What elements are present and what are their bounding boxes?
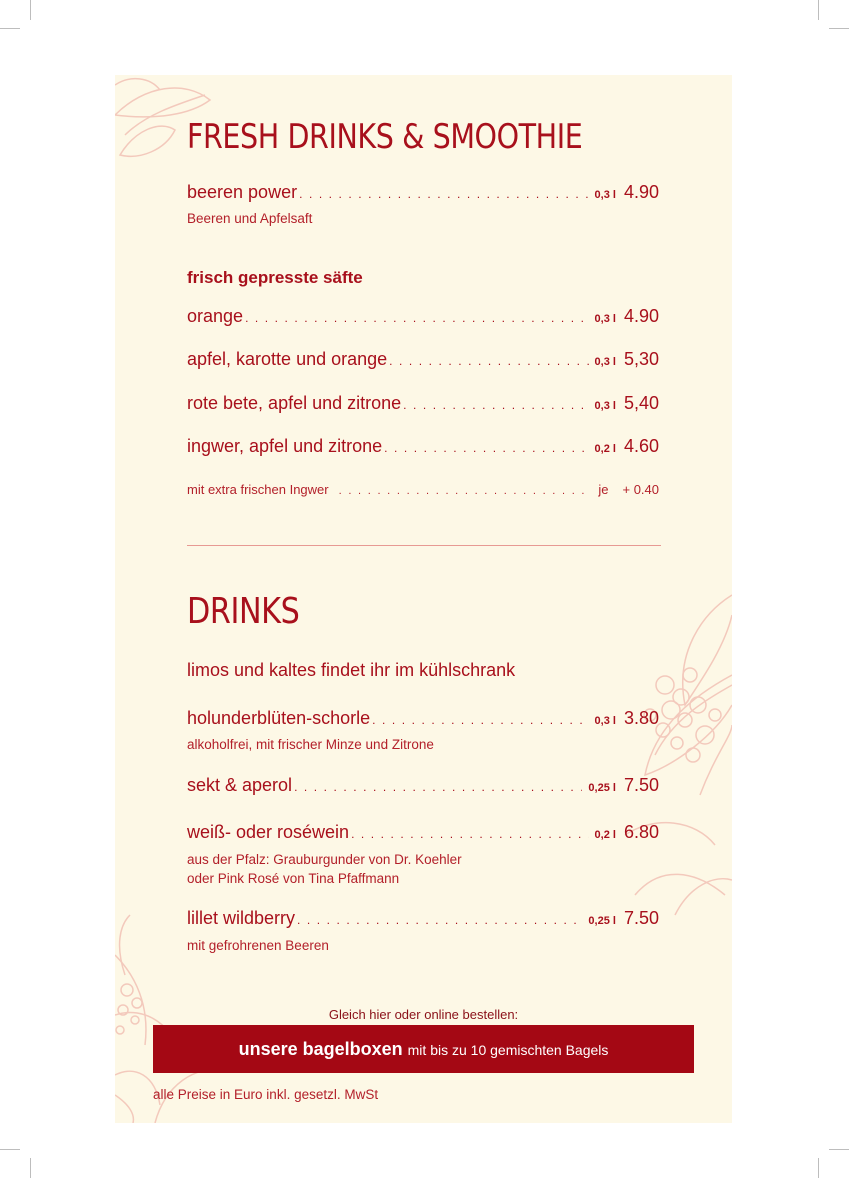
order-label: Gleich hier oder online bestellen: [328, 1007, 519, 1022]
dot-leader [294, 780, 582, 794]
item-name: orange [187, 306, 244, 326]
item-description: oder Pink Rosé von Tina Pfaffmann [187, 871, 400, 886]
item-size: 0,3 l [594, 400, 616, 412]
dot-leader [297, 913, 582, 927]
item-price: 5,40 [623, 393, 659, 413]
item-name: beeren power [187, 182, 298, 202]
item-price: 3.80 [623, 708, 659, 728]
item-size: 0,3 l [594, 313, 616, 325]
subsection-title-juices: frisch gepresste säfte [187, 268, 363, 287]
item-price: 4.60 [623, 436, 659, 456]
banner-text: mit bis zu 10 gemischten Bagels [407, 1042, 609, 1058]
item-name: rote bete, apfel und zitrone [187, 393, 402, 413]
item-price: 4.90 [623, 306, 659, 326]
dot-leader [403, 398, 588, 412]
crop-mark [0, 28, 20, 29]
item-size: 0,3 l [594, 189, 616, 201]
dot-leader [299, 187, 588, 201]
section-divider [187, 545, 661, 546]
subsection-title-limos: limos und kaltes findet ihr im kühlschrank [187, 660, 516, 680]
crop-mark [0, 1149, 20, 1150]
extra-je: je [598, 482, 609, 497]
menu-item-ingwer [187, 436, 659, 458]
item-name: lillet wildberry [187, 908, 296, 928]
crop-mark [818, 0, 819, 20]
extra-price: + 0.40 [622, 482, 659, 497]
menu-item-apfel-karotte-orange [187, 349, 659, 371]
item-price: 7.50 [623, 908, 659, 928]
dot-leader [339, 485, 589, 497]
dot-leader [372, 713, 588, 727]
item-description: Beeren und Apfelsaft [187, 211, 313, 226]
item-description: aus der Pfalz: Grauburgunder von Dr. Koehler [187, 852, 462, 867]
item-name: weiß- oder roséwein [187, 822, 350, 842]
item-price: 6.80 [623, 822, 659, 842]
menu-item-sekt-aperol [187, 775, 659, 797]
item-price: 4.90 [623, 182, 659, 202]
banner-bold-text: unsere bagelboxen [238, 1038, 403, 1059]
bagelbox-banner[interactable] [153, 1025, 694, 1073]
item-size: 0,3 l [594, 715, 616, 727]
item-price: 5,30 [623, 349, 659, 369]
item-price: 7.50 [623, 775, 659, 795]
crop-mark [829, 28, 849, 29]
section-title-drinks: DRINKS [187, 591, 300, 632]
extra-ingwer-row [187, 482, 659, 497]
section-title-fresh-drinks: FRESH DRINKS & SMOOTHIE [187, 117, 583, 157]
item-name: sekt & aperol [187, 775, 293, 795]
dot-leader [351, 827, 588, 841]
item-size: 0,25 l [588, 782, 616, 794]
item-size: 0,25 l [588, 915, 616, 927]
item-description: alkoholfrei, mit frischer Minze und Zitrone [187, 737, 434, 752]
extra-name: mit extra frischen Ingwer [187, 482, 329, 497]
menu-item-lillet [187, 908, 659, 930]
menu-item-holunderbluete [187, 708, 659, 730]
crop-mark [30, 1158, 31, 1178]
item-size: 0,3 l [594, 356, 616, 368]
item-description: mit gefrohrenen Beeren [187, 938, 329, 953]
item-size: 0,2 l [594, 443, 616, 455]
menu-item-beeren-power [187, 182, 659, 204]
dot-leader [389, 354, 588, 368]
crop-mark [829, 1149, 849, 1150]
item-name: holunderblüten-schorle [187, 708, 371, 728]
menu-item-rote-bete [187, 393, 659, 415]
item-name: ingwer, apfel und zitrone [187, 436, 383, 456]
menu-page [115, 75, 732, 1123]
item-name: apfel, karotte und orange [187, 349, 388, 369]
crop-mark [30, 0, 31, 20]
dot-leader [384, 441, 588, 455]
item-size: 0,2 l [594, 829, 616, 841]
footer-note: alle Preise in Euro inkl. gesetzl. MwSt [153, 1087, 379, 1102]
menu-item-orange [187, 306, 659, 328]
menu-item-wein [187, 822, 659, 844]
dot-leader [245, 311, 588, 325]
crop-mark [818, 1158, 819, 1178]
